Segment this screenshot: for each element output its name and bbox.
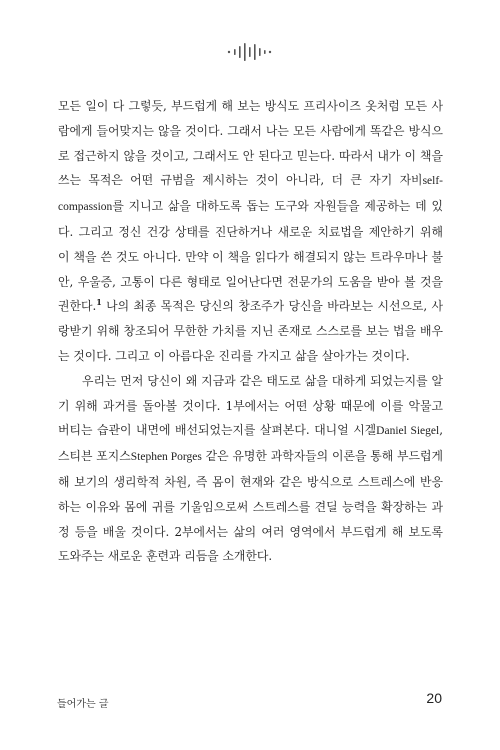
paragraph-2-text-1: 우리는 먼저 당신이 왜 지금과 같은 태도로 삶을 대하게 되었는지를 알기 위해 과거를 돌아볼 것이다. 1부에서는 어떤 상황 때문에 이를 악물고 버티는 습관이 내면에 배선되었는지를 살펴본다. 대니얼 시겔 <box>58 373 443 438</box>
paragraph-1-text-3: 나의 최종 목적은 당신의 창조주가 당신을 바라보는 시선으로, 사랑받기 위해 창조되어 무한한 가치를 지닌 존재로 스스로를 보는 법을 배우는 것이다. 그리고 이 아름다운 진리를 가지고 삶을 살아가는 것이다. <box>58 299 443 363</box>
paragraph-1-latin-term: self-compassion <box>58 175 443 214</box>
running-footer-title: 들어가는 글 <box>57 699 109 710</box>
footnote-reference[interactable]: 1 <box>96 297 102 308</box>
paragraph-2-text-3: 같은 유명한 과학자들의 이론을 통해 부드럽게 해 보기의 생리학적 차원, 즉 몸이 현재와 같은 방식으로 스트레스에 반응하는 이유와 몸에 귀를 기울임으로써 스트레스를 견딜 능력을 확장하는 과정 등을 배울 것이다. 2부에서는 삶의 여러 영역에서 부드럽게 해 보도록 도와주는 새로운 훈련과 리듬을 소개한다. <box>58 449 444 564</box>
body-text <box>58 94 443 569</box>
paragraph-2-latin-name-2: Stephen Porges <box>130 451 202 464</box>
paragraph-1-text-2: 를 지니고 삶을 대하도록 돕는 도구와 자원들을 제공하는 데 있다. 그리고 정신 건강 상태를 진단하거나 새로운 치료법을 제안하기 위해 이 책을 쓴 것도 아니다. 만약 이 책을 읽다가 해결되지 않는 트라우마나 불안, 우울증, 고통이 다른 형태로 일어난다면 전문가의 도움을 받아 볼 것을 권한다. <box>58 199 443 314</box>
paragraph-2 <box>58 369 443 569</box>
paragraph-2-latin-name-1: Daniel Siegel <box>376 425 440 438</box>
paragraph-2-text-2: , 스티븐 포지스 <box>58 423 443 464</box>
paragraph-1-text-1: 모든 일이 다 그렇듯, 부드럽게 해 보는 방식도 프리사이즈 옷처럼 모든 사람에게 들어맞지는 않을 것이다. 그래서 나는 모든 사람에게 똑같은 방식으로 접근하지 않을 것이고, 그래서도 안 된다고 믿는다. 따라서 내가 이 책을 쓰는 목적은 어떤 규범을 제시하는 것이 아니라, 더 큰 자기 자비 <box>58 99 443 188</box>
sound-wave-ornament-icon <box>226 41 274 63</box>
paragraph-1 <box>58 94 443 369</box>
page-number: 20 <box>426 690 442 706</box>
